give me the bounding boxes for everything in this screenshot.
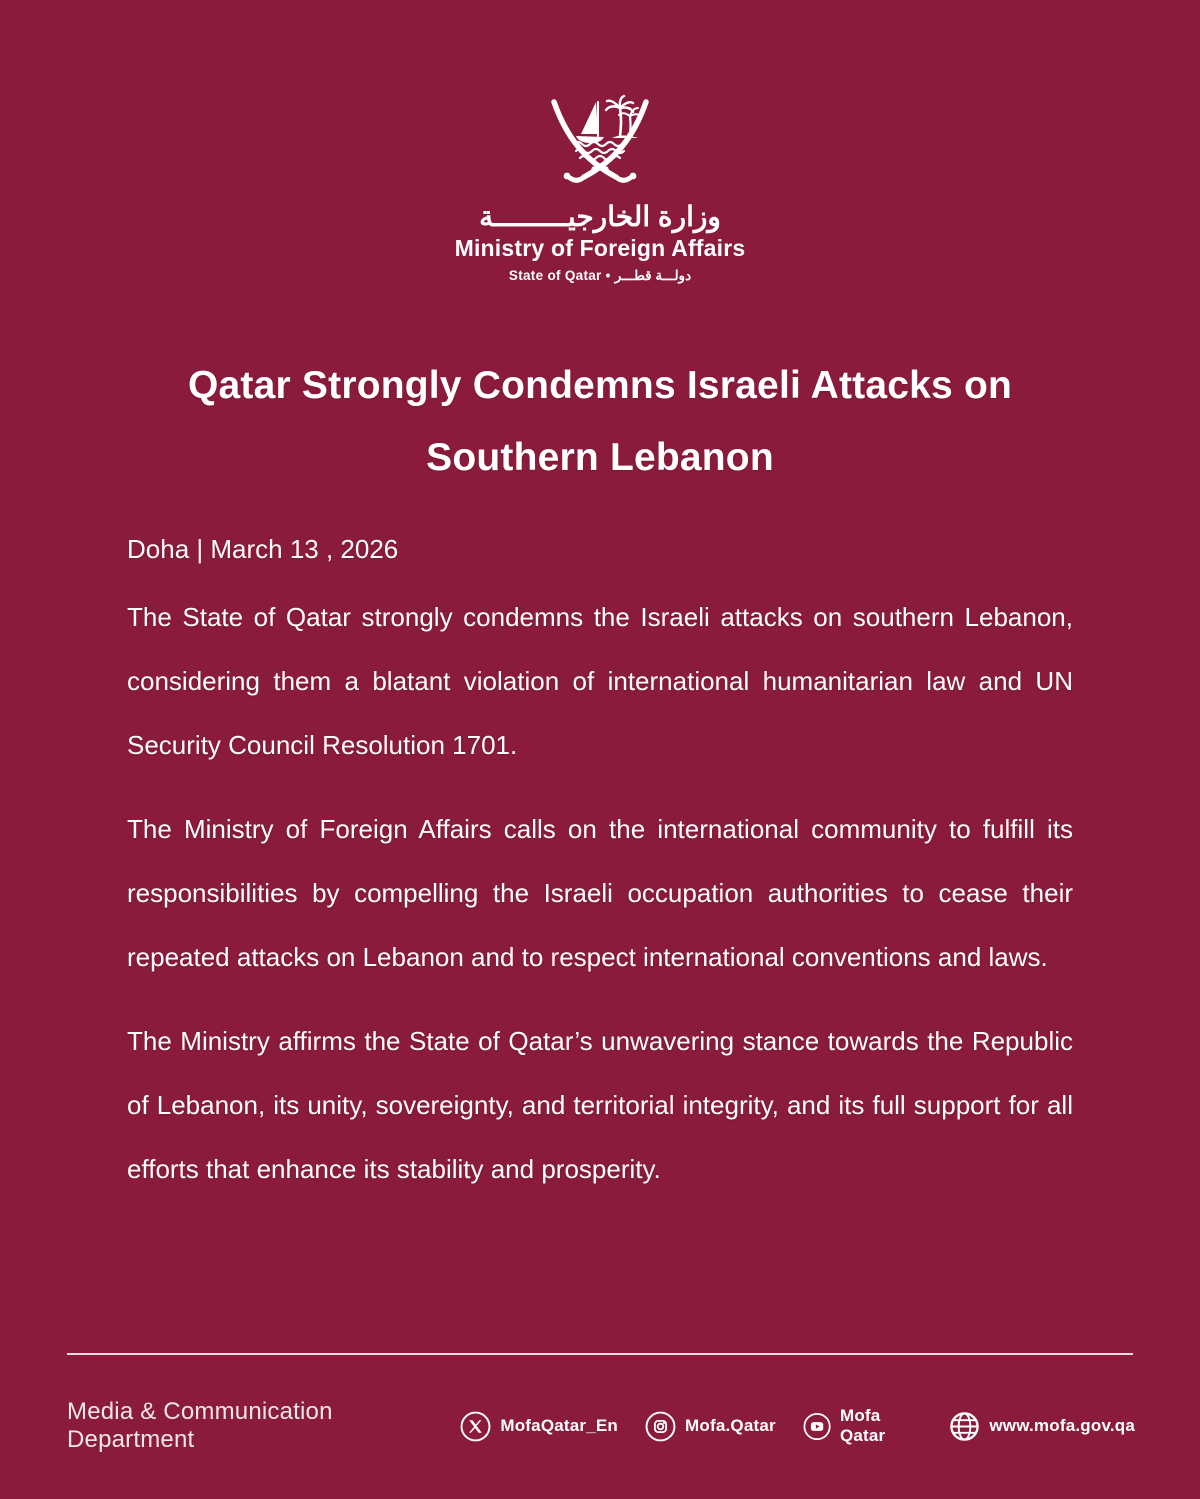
qatar-mofa-emblem-icon — [539, 90, 661, 194]
paragraph-1: The State of Qatar strongly condemns the Israeli attacks on southern Lebanon, considering them a blatant violation of international humanitarian law and UN Security Council Resolution 1701. — [127, 602, 1073, 760]
dateline: Doha | March 13 , 2026 — [127, 534, 399, 564]
instagram-icon — [645, 1411, 676, 1442]
state-of-qatar-tagline: State of Qatar • دولـــة قطـــر — [508, 268, 692, 283]
social-youtube-handle: Mofa Qatar — [839, 1406, 886, 1445]
paragraph-3: The Ministry affirms the State of Qatar’s unwavering stance towards the Republic of Lebanon, its unity, sovereignty, and territorial integrity, and its full support for all efforts that enhance its stability and prosperity. — [127, 1026, 1073, 1184]
press-release-body — [127, 585, 1073, 1201]
globe-icon — [949, 1411, 980, 1442]
x-icon — [460, 1411, 491, 1442]
social-instagram-handle: Mofa.Qatar — [685, 1416, 776, 1435]
ministry-header — [0, 0, 1200, 284]
press-release-title: Qatar Strongly Condemns Israeli Attacks on Southern Lebanon — [188, 364, 1012, 479]
department-label: Media & Communication Department — [67, 1398, 333, 1453]
paragraph-2: The Ministry of Foreign Affairs calls on the international community to fulfill its responsibilities by compelling the Israeli occupation authorities to cease their repeated attacks on Lebanon and to respect international conventions and laws. — [127, 814, 1073, 972]
social-links — [460, 1406, 1135, 1446]
ministry-name-arabic: وزارة الخارجيـــــــــة — [479, 201, 721, 232]
youtube-icon — [803, 1411, 831, 1442]
social-website[interactable] — [949, 1411, 1135, 1442]
social-instagram[interactable] — [645, 1411, 776, 1442]
social-website-url: www.mofa.gov.qa — [989, 1416, 1135, 1435]
footer — [0, 1353, 1200, 1499]
social-x-handle: MofaQatar_En — [500, 1416, 619, 1435]
social-x[interactable] — [460, 1411, 618, 1442]
social-youtube[interactable] — [803, 1406, 923, 1446]
ministry-name-english: Ministry of Foreign Affairs — [454, 235, 746, 261]
